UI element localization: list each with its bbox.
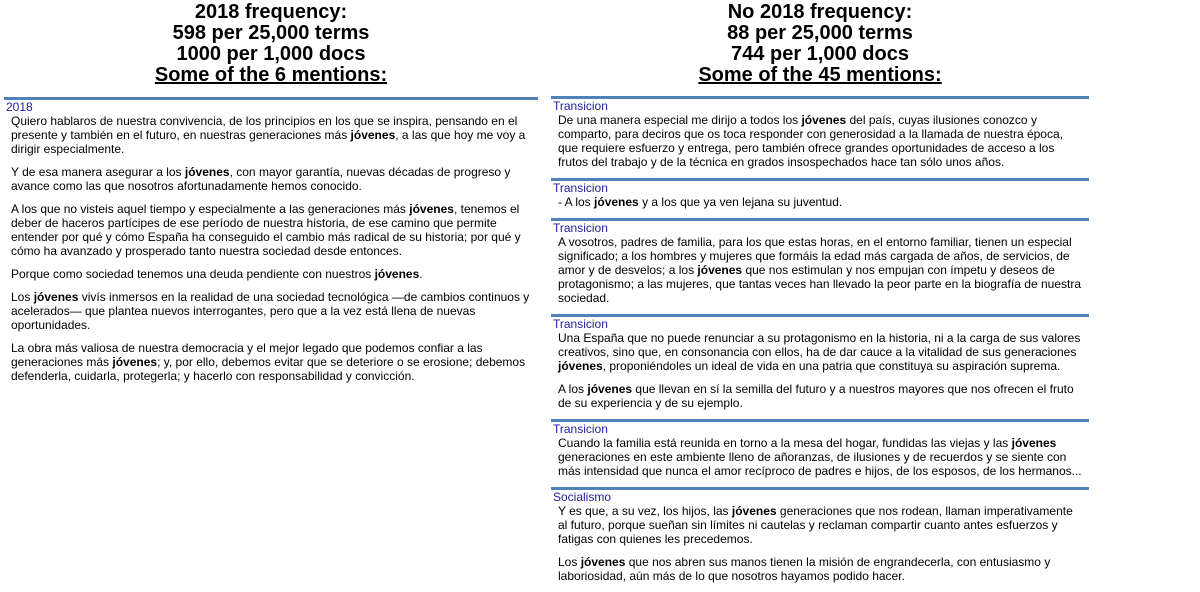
mention-paragraph: Los jóvenes que nos abren sus manos tienen la misión de engrandecerla, con entusiasmo y laboriosidad, aún más de lo que nosotros hayamos podido hacer.	[558, 555, 1051, 583]
mention-paragraph: Cuando la familia está reunida en torno a la mesa del hogar, fundidas las viejas y las jóvenes generaciones en este ambiente lleno de añoranzas, de ilusiones y de recuerdos y se siente con más intensidad que nunca el amor recíproco de padres e hijos, de los esposos, de los hermanos...	[558, 436, 1082, 478]
right-column	[551, 0, 1089, 592]
mention-entry	[551, 419, 1089, 478]
left-docs-rate: 1000 per 1,000 docs	[176, 43, 366, 65]
highlighted-term: jóvenes	[697, 263, 743, 277]
highlighted-term: jóvenes	[558, 359, 603, 373]
mention-paragraph: Una España que no puede renunciar a su protagonismo en la historia, ni a la carga de sus valores creativos, sino que, en consonancia con ellos, ha de dar cauce a la vitalidad de sus generaciones jóvenes, proponiéndoles un ideal de vida en una patria que constituya su aspiración suprema.	[558, 331, 1081, 373]
highlighted-term: jóvenes	[112, 355, 158, 369]
highlighted-term: jóvenes	[731, 504, 777, 518]
highlighted-term: jóvenes	[409, 202, 454, 216]
highlighted-term: jóvenes	[801, 113, 847, 127]
mention-entry	[4, 97, 538, 383]
right-terms-rate: 88 per 25,000 terms	[727, 22, 913, 44]
mention-entry	[551, 314, 1089, 410]
left-column	[4, 0, 538, 392]
right-mentions-heading: Some of the 45 mentions:	[698, 64, 942, 86]
mention-entry	[551, 218, 1089, 305]
right-entries	[551, 96, 1089, 583]
highlighted-term: jóvenes	[1011, 436, 1057, 450]
source-tag: 2018	[6, 100, 33, 114]
highlighted-term: jóvenes	[594, 195, 639, 209]
right-docs-rate: 744 per 1,000 docs	[731, 43, 909, 65]
mention-paragraph: A los jóvenes que llevan en sí la semilla del futuro y a nuestros mayores que nos ofrecen el fruto de su experiencia y de su ejemplo.	[558, 382, 1074, 410]
source-tag: Transicion	[553, 181, 608, 195]
mention-paragraph: Quiero hablaros de nuestra convivencia, de los principios en los que se inspira, pensando en el presente y también en el futuro, en nuestras generaciones más jóvenes, a las que hoy me voy a dirigir especialmente.	[11, 114, 526, 156]
source-tag: Transicion	[553, 317, 608, 331]
mention-paragraph: Y de esa manera asegurar a los jóvenes, con mayor garantía, nuevas décadas de progreso y avance como las que nosotros afortunadamente hemos conocido.	[11, 165, 511, 193]
mention-paragraph: Los jóvenes vivís inmersos en la realidad de una sociedad tecnológica —de cambios continuos y acelerados— que plantea nuevos interrogantes, pero que a la vez está llena de nuevas oportunidades.	[11, 290, 530, 332]
mention-paragraph: - A los jóvenes y a los que ya ven lejana su juventud.	[558, 195, 843, 209]
mention-entry	[551, 178, 1089, 209]
mention-paragraph: De una manera especial me dirijo a todos los jóvenes del país, cuyas ilusiones conozco y comparto, para deciros que os toca responder con generosidad a la llamada de nuestra época, que requiere esfuerzo y entrega, pero también ofrece grandes oportunidades de acceso a los frutos del trabajo y de la técnica en grados insospechados hace tan sólo unos años.	[558, 113, 1063, 169]
mention-paragraph: Y es que, a su vez, los hijos, las jóvenes generaciones que nos rodean, llaman imperativamente al futuro, porque sueñan sin límites ni cautelas y reclaman compartir cuanto antes esfuerzos y fatigas con quienes les precedemos.	[558, 504, 1073, 546]
highlighted-term: jóvenes	[350, 128, 396, 142]
highlighted-term: jóvenes	[184, 165, 230, 179]
left-mentions-heading: Some of the 6 mentions:	[154, 64, 388, 86]
highlighted-term: jóvenes	[374, 267, 420, 281]
source-tag: Transicion	[553, 422, 608, 436]
highlighted-term: jóvenes	[33, 290, 79, 304]
left-entries	[4, 97, 538, 383]
source-tag: Transicion	[553, 221, 608, 235]
mention-paragraph: A los que no visteis aquel tiempo y especialmente a las generaciones más jóvenes, tenemos el deber de haceros partícipes de ese período de nuestra historia, de ese camino que permite entender por qué y cómo España ha conseguido el cambio más radical de su historia; por qué y cómo ha avanzado y prosperado tanto nuestra sociedad desde entonces.	[11, 202, 521, 258]
source-tag: Transicion	[553, 99, 608, 113]
left-terms-rate: 598 per 25,000 terms	[172, 22, 370, 44]
left-header	[4, 0, 538, 97]
source-tag: Socialismo	[553, 490, 612, 504]
right-header	[551, 0, 1089, 96]
mention-entry	[551, 487, 1089, 583]
highlighted-term: jóvenes	[580, 555, 626, 569]
highlighted-term: jóvenes	[587, 382, 633, 396]
mention-entry	[551, 96, 1089, 169]
mention-paragraph: Porque como sociedad tenemos una deuda pendiente con nuestros jóvenes.	[11, 267, 423, 281]
mention-paragraph: A vosotros, padres de familia, para los que estas horas, en el entorno familiar, tienen un especial significado; a los hombres y mujeres que formáis la edad más cargada de años, de servicios, de amor y de desvelos; a los jóvenes que nos estimulan y nos empujan con ímpetu y deseos de protagonismo; a las mujeres, que tantas veces han llevado la peor parte en la biografía de nuestra sociedad.	[558, 235, 1081, 305]
left-frequency-title: 2018 frequency:	[194, 1, 348, 23]
mention-paragraph: La obra más valiosa de nuestra democracia y el mejor legado que podemos confiar a las generaciones más jóvenes; y, por ello, debemos evitar que se deteriore o se erosione; debemos defenderla, cuidarla, protegerla; y hacerlo con responsabilidad y convicción.	[11, 341, 526, 383]
right-frequency-title: No 2018 frequency:	[727, 1, 913, 23]
